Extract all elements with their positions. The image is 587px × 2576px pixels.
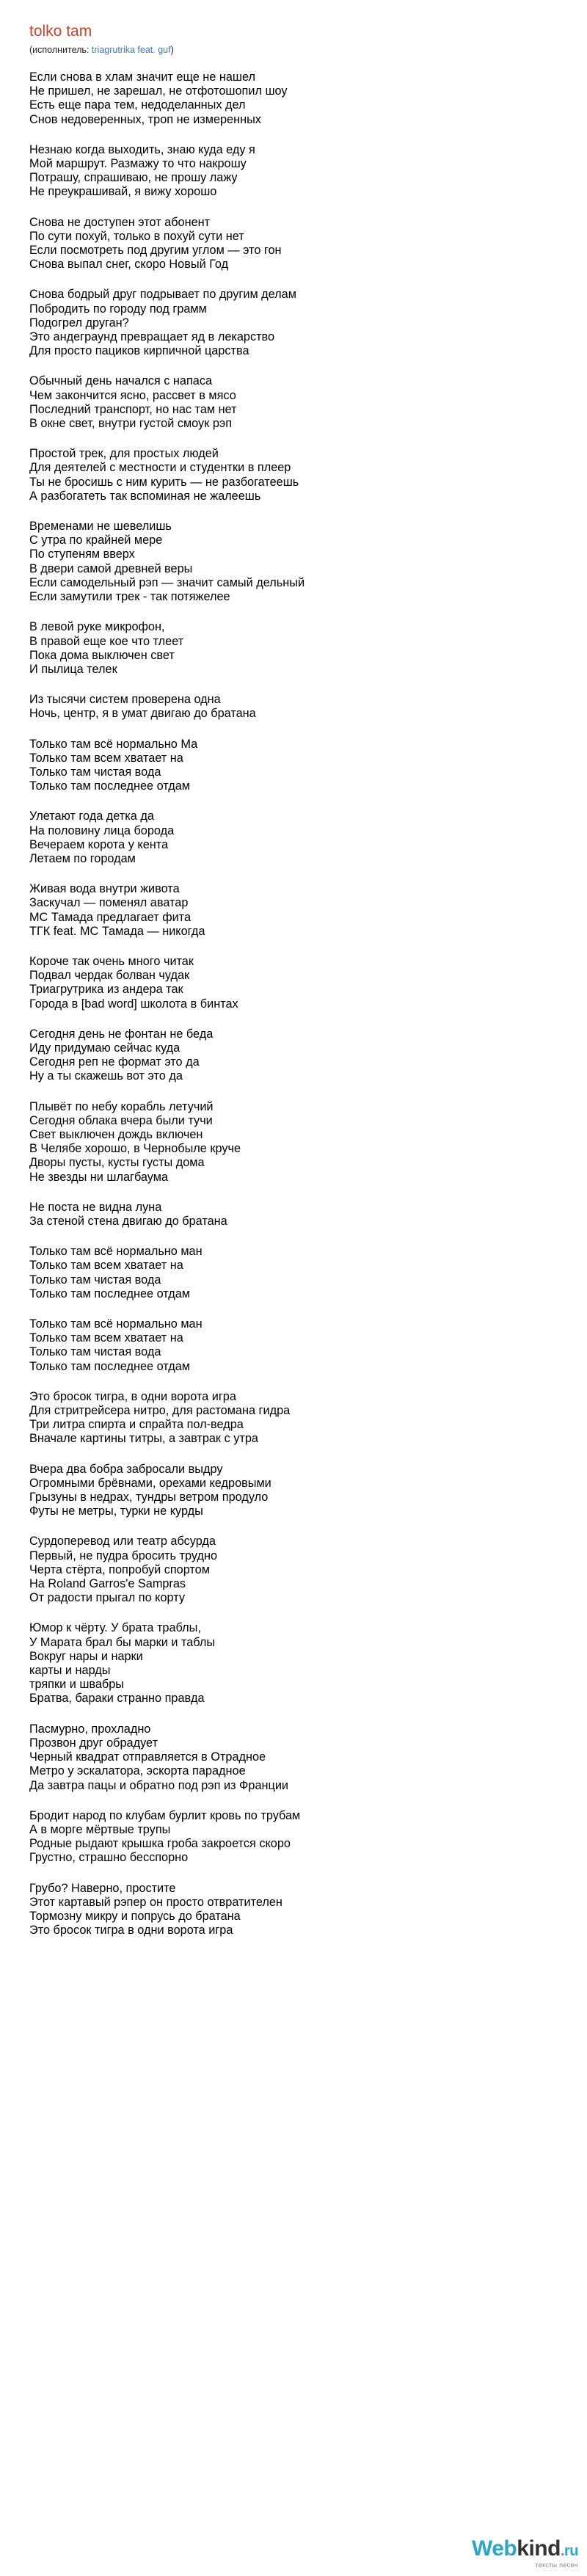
lyrics-line: Сурдоперевод или театр абсурда — [29, 1535, 216, 1549]
lyrics-line: Сегодня день не фонтан не беда — [29, 1027, 214, 1041]
lyrics-line: Если посмотреть под другим углом — это гон — [29, 244, 282, 258]
lyrics-stanza — [29, 955, 558, 1011]
lyrics-line: Летаем по городам — [29, 851, 136, 865]
lyrics-line: Вечераем корота у кента — [29, 837, 169, 851]
lyrics-line: Грустно, страшно бесспорно — [29, 1851, 189, 1865]
lyrics-line: Только там всё нормально ман — [29, 1245, 203, 1259]
lyrics-line: Грызуны в недрах, тундры ветром продуло — [29, 1491, 269, 1505]
lyrics-line: Родные рыдают крышка гроба закроется скоро — [29, 1837, 291, 1851]
logo-wordmark — [472, 2537, 578, 2563]
lyrics-line: Заскучал — поменял аватар — [29, 896, 189, 910]
lyrics-line: Только там последнее отдам — [29, 779, 190, 793]
lyrics-line: Не пришел, не зарешал, не отфотошопил шоу — [29, 84, 288, 98]
lyrics-line: В двери самой древней веры — [29, 561, 193, 575]
logo-kind-text: kind — [517, 2536, 561, 2561]
lyrics-body — [29, 70, 558, 1954]
lyrics-line: Не звезды ни шлагбаума — [29, 1170, 168, 1184]
lyrics-line: Если самодельный рэп — значит самый дельный — [29, 575, 305, 589]
lyrics-stanza — [29, 1463, 558, 1519]
lyrics-stanza — [29, 1317, 558, 1374]
logo-tagline: тексты песен — [535, 2561, 578, 2569]
lyrics-line: Потрашу, спрашиваю, не прошу лажу — [29, 171, 238, 185]
lyrics-line: Ты не бросишь с ним курить — не разбогатеешь — [29, 475, 299, 489]
lyrics-line: Только там последнее отдам — [29, 1287, 190, 1300]
lyrics-line: Города в [bad word] школота в бинтах — [29, 997, 238, 1011]
lyrics-line: Сегодня реп не формат это да — [29, 1055, 200, 1069]
lyrics-line: Да завтра пацы и обратно под рэп из Франции — [29, 1778, 289, 1792]
lyrics-stanza — [29, 520, 558, 604]
lyrics-line: Триагрутрика из андера так — [29, 983, 183, 997]
lyrics-line: Только там всё нормально ман — [29, 1317, 203, 1331]
lyrics-line: Черный квадрат отправляется в Отрадное — [29, 1750, 266, 1764]
lyrics-line: Прозвон друг обрадует — [29, 1736, 158, 1750]
lyrics-line: Подогрел друган? — [29, 316, 129, 330]
lyrics-stanza — [29, 216, 558, 272]
lyrics-line: Иду придумаю сейчас куда — [29, 1041, 181, 1055]
logo-web-text: Web — [471, 2536, 517, 2561]
lyrics-line: Чем закончится ясно, рассвет в мясо — [29, 388, 236, 402]
lyrics-line: Метро у эскалатора, эскорта парадное — [29, 1764, 246, 1778]
lyrics-stanza — [29, 738, 558, 794]
lyrics-stanza — [29, 374, 558, 431]
performers-line — [29, 44, 174, 56]
lyrics-line: Пока дома выключен свет — [29, 648, 175, 662]
lyrics-line: Это бросок тигра, в одни ворота игра — [29, 1389, 236, 1403]
lyrics-line: Если замутили трек - так потяжелее — [29, 590, 230, 604]
lyrics-line: Если снова в хлам значит еще не нашел — [29, 70, 255, 84]
lyrics-stanza — [29, 1390, 558, 1447]
lyrics-line: Не поста не видна луна — [29, 1200, 162, 1214]
lyrics-stanza — [29, 1722, 558, 1793]
lyrics-line: Свет выключен дождь включен — [29, 1127, 203, 1141]
lyrics-stanza — [29, 1027, 558, 1084]
lyrics-line: Для просто пациков кирпичной царства — [29, 344, 249, 358]
lyrics-line: Грубо? Наверно, простите — [29, 1881, 176, 1895]
lyrics-line: Только там чистая вода — [29, 1273, 161, 1287]
lyrics-stanza — [29, 288, 558, 358]
lyrics-stanza — [29, 447, 558, 503]
lyrics-line: Только там чистая вода — [29, 765, 161, 779]
lyrics-line: Это андеграунд превращает яд в лекарство — [29, 330, 275, 344]
lyrics-stanza — [29, 693, 558, 721]
lyrics-line: На Roland Garros'e Sampras — [29, 1577, 186, 1591]
lyrics-line: Тормозну микру и попрусь до братана — [29, 1909, 241, 1923]
lyrics-line: Снова выпал снег, скоро Новый Год — [29, 258, 229, 272]
lyrics-line: Временами не шевелишь — [29, 520, 172, 534]
lyrics-line: Снов недоверенных, троп не измеренных — [29, 112, 261, 126]
lyrics-line: Живая вода внутри живота — [29, 882, 180, 896]
lyrics-line: Ночь, центр, я в умат двигаю до братана — [29, 707, 256, 721]
lyrics-line: Огромными брёвнами, орехами кедровыми — [29, 1476, 271, 1490]
lyrics-line: В правой еще кое что тлеет — [29, 634, 184, 648]
lyrics-line: ТГК feat. MC Тамада — никогда — [29, 924, 205, 938]
lyrics-line: Обычный день начался с напаса — [29, 374, 213, 388]
lyrics-line: карты и нарды — [29, 1664, 111, 1678]
lyrics-line: Подвал чердак болван чудак — [29, 969, 190, 983]
lyrics-line: От радости прыгал по корту — [29, 1591, 185, 1605]
lyrics-line: Только там чистая вода — [29, 1345, 161, 1359]
lyrics-stanza — [29, 1201, 558, 1229]
lyrics-line: Три литра спирта и спрайта пол-ведра — [29, 1418, 244, 1432]
logo-ru-text: .ru — [560, 2543, 578, 2559]
lyrics-line: Вокруг нары и нарки — [29, 1649, 143, 1663]
lyrics-line: Простой трек, для простых людей — [29, 447, 219, 461]
lyrics-line: В Челябе хорошо, в Чернобыле круче — [29, 1142, 241, 1156]
lyrics-stanza — [29, 1100, 558, 1185]
lyrics-line: С утра по крайней мере — [29, 534, 163, 547]
lyrics-line: За стеной стена двигаю до братана — [29, 1215, 227, 1228]
lyrics-line: И пылица телек — [29, 662, 117, 676]
lyrics-line: Ну а ты скажешь вот это да — [29, 1069, 183, 1083]
lyrics-line: Незнаю когда выходить, знаю куда еду я — [29, 142, 255, 156]
lyrics-stanza — [29, 620, 558, 677]
lyrics-line: Братва, бараки странно правда — [29, 1692, 205, 1706]
song-header — [29, 22, 174, 56]
webkind-logo[interactable] — [472, 2537, 578, 2569]
lyrics-line: Мой маршрут. Размажу то что накрошу — [29, 157, 247, 171]
lyrics-stanza — [29, 1245, 558, 1301]
lyrics-line: Снова не доступен этот абонент — [29, 215, 211, 229]
lyrics-line: Сегодня облака вчера были тучи — [29, 1113, 213, 1127]
lyrics-line: Не преукрашивай, я вижу хорошо — [29, 185, 217, 199]
lyrics-line: тряпки и швабры — [29, 1678, 124, 1692]
lyrics-stanza — [29, 70, 558, 127]
lyrics-line: Этот картавый рэпер он просто отвратителен — [29, 1895, 282, 1909]
performers-prefix: (исполнитель: — [29, 45, 92, 55]
performers-suffix: ) — [170, 45, 174, 55]
lyrics-stanza — [29, 882, 558, 939]
lyrics-line: На половину лица борода — [29, 823, 175, 837]
lyrics-line: Последний транспорт, но нас там нет — [29, 402, 237, 416]
lyrics-line: Есть еще пара тем, недоделанных дел — [29, 98, 246, 112]
song-title: tolko tam — [29, 23, 92, 40]
lyrics-line: Вчера два бобра забросали выдру — [29, 1462, 223, 1476]
lyrics-line: Только там всем хватает на — [29, 1331, 183, 1345]
lyrics-line: Дворы пусты, кусты густы дома — [29, 1156, 205, 1170]
lyrics-line: А разбогатеть так вспоминая не жалеешь — [29, 489, 261, 503]
lyrics-line: Для стритрейсера нитро, для растомана гидра — [29, 1404, 291, 1418]
lyrics-line: В левой руке микрофон, — [29, 620, 165, 634]
lyrics-line: Из тысячи систем проверена одна — [29, 693, 221, 707]
lyrics-line: Черта стёрта, попробуй спортом — [29, 1562, 210, 1576]
lyrics-line: Вначале картины титры, а завтрак с утра — [29, 1432, 258, 1446]
lyrics-line: По сути похуй, только в похуй сути нет — [29, 229, 244, 243]
lyrics-line: Для деятелей с местности и студентки в плеер — [29, 461, 291, 475]
lyrics-line: MC Тамада предлагает фита — [29, 910, 192, 924]
lyrics-line: Только там всем хватает на — [29, 1259, 183, 1273]
lyrics-stanza — [29, 1882, 558, 1938]
lyrics-stanza — [29, 1809, 558, 1866]
lyrics-stanza — [29, 143, 558, 200]
lyrics-line: Короче так очень много читак — [29, 954, 194, 968]
lyrics-line: Юмор к чёрту. У брата траблы, — [29, 1621, 201, 1635]
lyrics-line: Только там всем хватает на — [29, 751, 183, 765]
lyrics-stanza — [29, 809, 558, 866]
lyrics-line: Бродит народ по клубам бурлит кровь по трубам — [29, 1808, 301, 1822]
lyrics-stanza — [29, 1535, 558, 1605]
lyrics-line: В окне свет, внутри густой смоук рэп — [29, 417, 233, 431]
lyrics-line: У Марата брал бы марки и таблы — [29, 1635, 216, 1649]
lyrics-line: Снова бодрый друг подрывает по другим делам — [29, 288, 296, 302]
lyrics-line: Побродить по городу под грамм — [29, 302, 207, 316]
lyrics-line: Футы не метры, турки не курды — [29, 1505, 203, 1518]
lyrics-line: Только там последнее отдам — [29, 1359, 190, 1373]
lyrics-line: Улетают года детка да — [29, 809, 154, 823]
lyrics-line: А в морге мёртвые трупы — [29, 1822, 171, 1836]
lyrics-line: Плывёт по небу корабль летучий — [29, 1099, 214, 1113]
lyrics-line: Только там всё нормально Ма — [29, 737, 198, 751]
lyrics-line: По ступеням вверх — [29, 547, 135, 561]
lyrics-stanza — [29, 1621, 558, 1706]
performers-link[interactable]: triagrutrika feat. guf — [91, 45, 171, 55]
lyrics-line: Пасмурно, прохладно — [29, 1722, 151, 1736]
lyrics-line: Первый, не пудра бросить трудно — [29, 1549, 218, 1562]
lyrics-line: Это бросок тигра в одни ворота игра — [29, 1924, 233, 1938]
